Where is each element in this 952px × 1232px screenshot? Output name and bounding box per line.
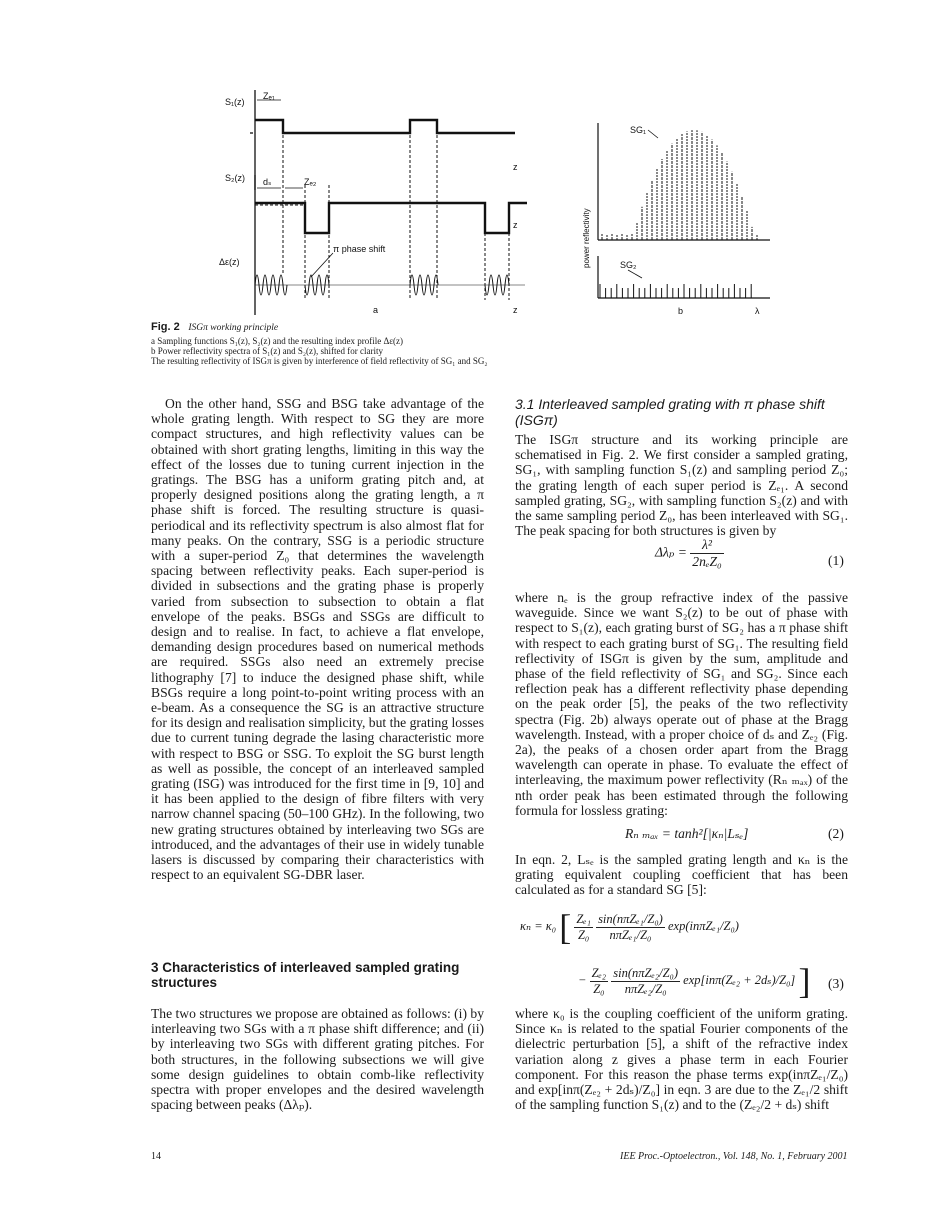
fig-number: Fig. 2	[151, 321, 180, 333]
sg2-peaks	[600, 284, 751, 298]
z-label-2: z	[513, 220, 518, 230]
section-3-heading: 3 Characteristics of interleaved sampled grating structures	[151, 960, 460, 990]
sg2-label: SG₂	[620, 260, 637, 270]
right-column-para-2: where nₑ is the group refractive index of the passive waveguide. Since we want S₂(z) to be out of phase with respect to S₁(z), each grating burst of SG₂ has a π phase shift with respect to each grating burst of SG₁. The resulting field reflectivity of ISGπ is given by the sum, amplitude and phase of the field reflectivity of SG₁ and SG₂. Since each reflection peak has a different reflectivity phase depending on the peak order [5], the peaks of the two reflectivity spectra (Fig. 2b) always operate out of phase at the Bragg wavelength. Instead, with a proper choice of dₛ and Zₑ₂ (Fig. 2a), the peaks of a chosen order apart from the Bragg wavelength can operate in phase. To evaluate the effect of interleaving, the maximum power reflectivity (Rₙ ₘₐₓ) of the nth order peak has been estimated through the following formula for lossless grating:	[515, 590, 848, 818]
equation-3-line-1: κₙ = κ₀ [ $\frac{\text{Zₑ₁}}{\text{Z₀}}$ $\frac{\text{sin(nπZₑ₁/Z₀)}}{\text{nπZₑ₁/Z₀}}$ exp(inπZₑ₁/Z₀)	[520, 907, 739, 947]
equation-1: Δλₚ = $\frac{\text{λ²}}{\text{2nₑZ₀}}$	[655, 537, 722, 569]
de-label: Δε(z)	[219, 257, 240, 267]
s2-signal	[255, 203, 527, 233]
right-column-para-1: The ISGπ structure and its working principle are schematised in Fig. 2. We first consider a sampled grating, SG₁, with sampling function S₁(z) and sampling period Z₀; the grating length of each super period is Zₑ₁. A second sampled grating, SG₂, with sampling function S₂(z) and with the same sampling period Z₀, has been interleaved with SG₁. The peak spacing for both structures is given by	[515, 432, 848, 539]
section-3-1-heading: 3.1 Interleaved sampled grating with π phase shift (ISGπ)	[515, 396, 825, 428]
y-axis-label: power reflectivity	[582, 208, 591, 268]
panel-b-label: b	[678, 306, 684, 316]
equation-1-number: (1)	[828, 553, 844, 568]
s1-label: S₁(z)	[225, 97, 245, 107]
left-column-para-1: On the other hand, SSG and BSG take advantage of the whole grating length. With respect to SG they are more compact structures, and high reflectivity values can be obtained with short grating lengths, limiting in this way the effect of the losses due to tuning current injection in the gratings. The BSG has a uniform grating pitch and, at properly designed positions along the grating length, a π phase shift is forced. The resulting structure is quasi-periodical and its reflectivity spectrum is also almost flat for many peaks. On the contrary, SSG is a periodic structure with a super-period Z₀ that determines the wavelength spacing between reflectivity peaks. Each super-period is divided in subsections and the grating phase is properly varied from subsection to subsection to obtain a flat envelope of the peaks. BSGs and SSGs are difficult to design and to realise. In fact, to achieve a flat envelope, demanding design procedures based on numerical methods are required. SSGs also need an extremely precise lithography [7] to induce the designed phase shift, while BSGs require a long point-to-point writing process with an e-beam. As a consequence the SG is an attractive structure for its design and realisation simplicity, but the grating losses due to current tuning degrade the lasing characteristic more with respect to BSG or SSG. To exploit the SG burst length as well as possible, the concept of an interleaved sampled grating (ISG) was introduced for the first time in [9, 10] and it has been applied to the design of fibre filters with very narrow channel spacing (50–100 GHz). In the following, two new grating structures obtained by interleaving two SGs are introduced, and the advantages of their use in widely tunable lasers is discussed by comparing their characteristics with respect to an equivalent SG-DBR laser.	[151, 396, 484, 883]
right-column-para-3: In eqn. 2, Lₛₑ is the sampled grating length and κₙ is the grating equivalent coupling coefficient that has been calculated as for a standard SG [5]:	[515, 852, 848, 898]
right-column-para-4: where κ₀ is the coupling coefficient of the uniform grating. Since κₙ is related to the spatial Fourier components of the dielectric perturbation [5], a shift of the refractive index variation along z gives a phase term in each Fourier component. For this reason the phase terms exp(inπZₑ₁/Z₀) and exp[inπ(Zₑ₂ + 2dₛ)/Z₀] in eqn. 3 are due to the Zₑ₁/2 shift of the sampling function S₁(z) and to the (Zₑ₂/2 + dₛ) shift	[515, 1006, 848, 1113]
figure-caption-b: b Power reflectivity spectra of S₁(z) and S₂(z), shifted for clarity	[151, 346, 383, 356]
lambda-label: λ	[755, 306, 760, 316]
journal-footer: IEE Proc.-Optoelectron., Vol. 148, No. 1, February 2001	[620, 1151, 848, 1162]
figure-caption-a: a Sampling functions S₁(z), S₂(z) and the resulting index profile Δε(z)	[151, 336, 404, 346]
z-label-3: z	[513, 305, 518, 315]
zg1-label: Zₑ₁	[263, 91, 275, 101]
zg2-label: Zₑ₂	[304, 177, 317, 187]
panel-a-label: a	[373, 305, 379, 315]
fig-description: ISGπ working principle	[188, 323, 279, 333]
figure-caption-c: The resulting reflectivity of ISGπ is given by interference of field reflectivity of SG₁ and SG₂	[151, 356, 488, 366]
figure-2a	[205, 85, 550, 320]
s1-signal	[255, 120, 515, 133]
ds-label: dₛ	[263, 177, 272, 187]
equation-3-line-2: − $\frac{\text{Zₑ₂}}{\text{Z₀}}$ $\frac{\text{sin(nπZₑ₂/Z₀)}}{\text{nπZₑ₂/Z₀}}$ exp[inπ(Zₑ₂ + 2dₛ)/Z₀] ]	[578, 961, 811, 1001]
equation-2: Rₙ ₘₐₓ = tanh²[|κₙ|Lₛₑ]	[625, 826, 749, 841]
z-label-1: z	[513, 162, 518, 172]
sg1-label: SG₁	[630, 125, 647, 135]
s2-label: S₂(z)	[225, 173, 245, 183]
equation-2-number: (2)	[828, 826, 844, 841]
sg1-peaks	[602, 130, 757, 240]
phase-shift-label: π phase shift	[333, 244, 386, 254]
equation-3-number: (3)	[828, 976, 844, 991]
figure-caption-title	[151, 321, 278, 333]
figure-2b	[570, 118, 780, 318]
page-number: 14	[151, 1151, 161, 1162]
left-column-para-2: The two structures we propose are obtained as follows: (i) by interleaving two SGs with a π phase shift difference; and (ii) by interleaving two SGs with different grating pitches. For both structures, in the following subsections we will give some design guidelines to obtain comb-like reflectivity spectra with proper envelopes and the desired wavelength spacing between peaks (Δλₚ).	[151, 1006, 484, 1113]
